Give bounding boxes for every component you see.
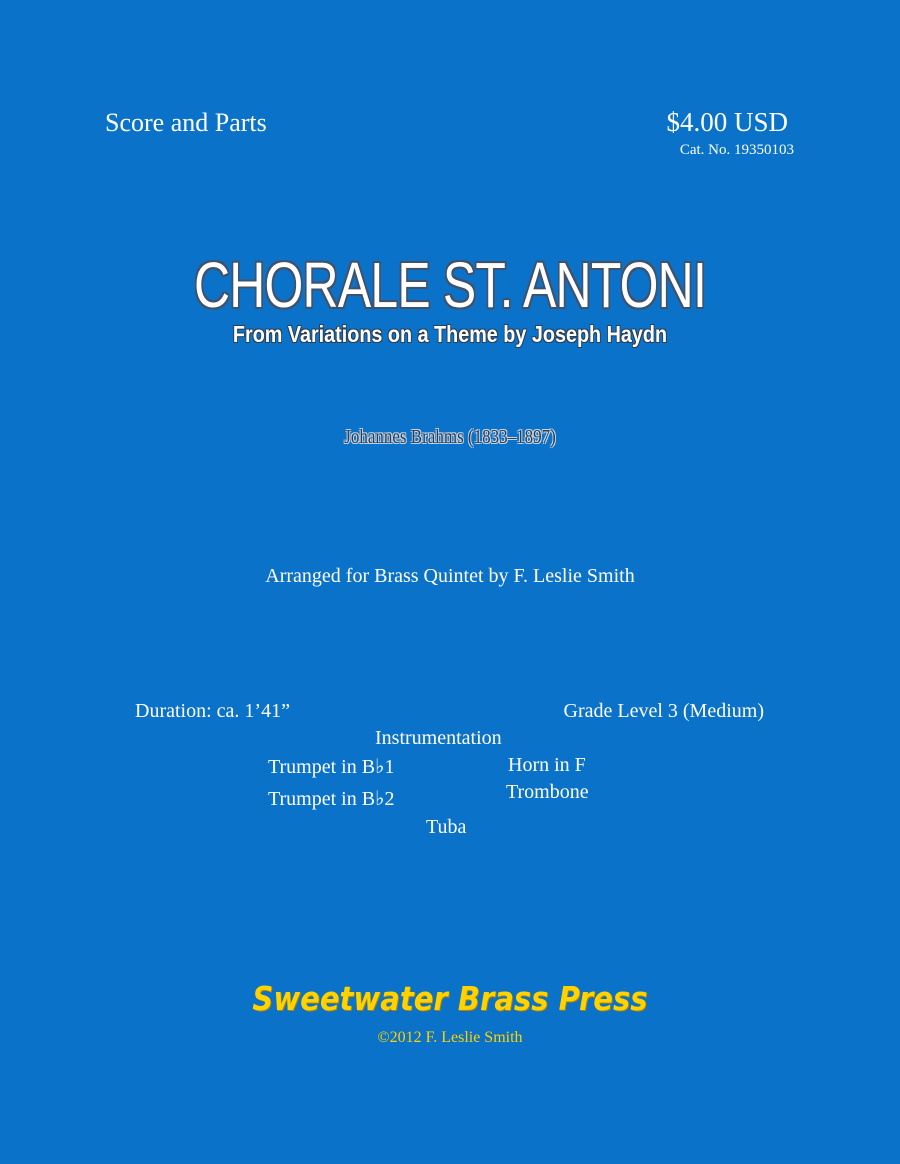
instrument-horn: Horn in F	[508, 754, 586, 776]
grade-level: Grade Level 3 (Medium)	[563, 700, 764, 722]
publisher-logo-text: Sweetwater Brass Press	[252, 979, 648, 1018]
price-label: $4.00 USD	[666, 107, 788, 137]
instrument-trumpet-1: Trumpet in B♭1	[268, 756, 395, 778]
catalog-number: Cat. No. 19350103	[679, 142, 794, 158]
duration: Duration: ca. 1’41”	[135, 700, 290, 722]
copyright: ©2012 F. Leslie Smith	[377, 1029, 523, 1046]
instrumentation-heading: Instrumentation	[375, 727, 502, 749]
instrument-tuba: Tuba	[426, 816, 467, 838]
composer: Johannes Brahms (1833–1897)	[344, 426, 556, 448]
subtitle: From Variations on a Theme by Joseph Haydn	[232, 321, 668, 347]
score-and-parts-label: Score and Parts	[105, 108, 267, 137]
instrument-trombone: Trombone	[506, 781, 589, 803]
instrument-trumpet-2: Trumpet in B♭2	[268, 788, 395, 810]
arrangement-credit: Arranged for Brass Quintet by F. Leslie Smith	[265, 565, 635, 587]
main-title: CHORALE ST. ANTONI	[193, 249, 707, 321]
